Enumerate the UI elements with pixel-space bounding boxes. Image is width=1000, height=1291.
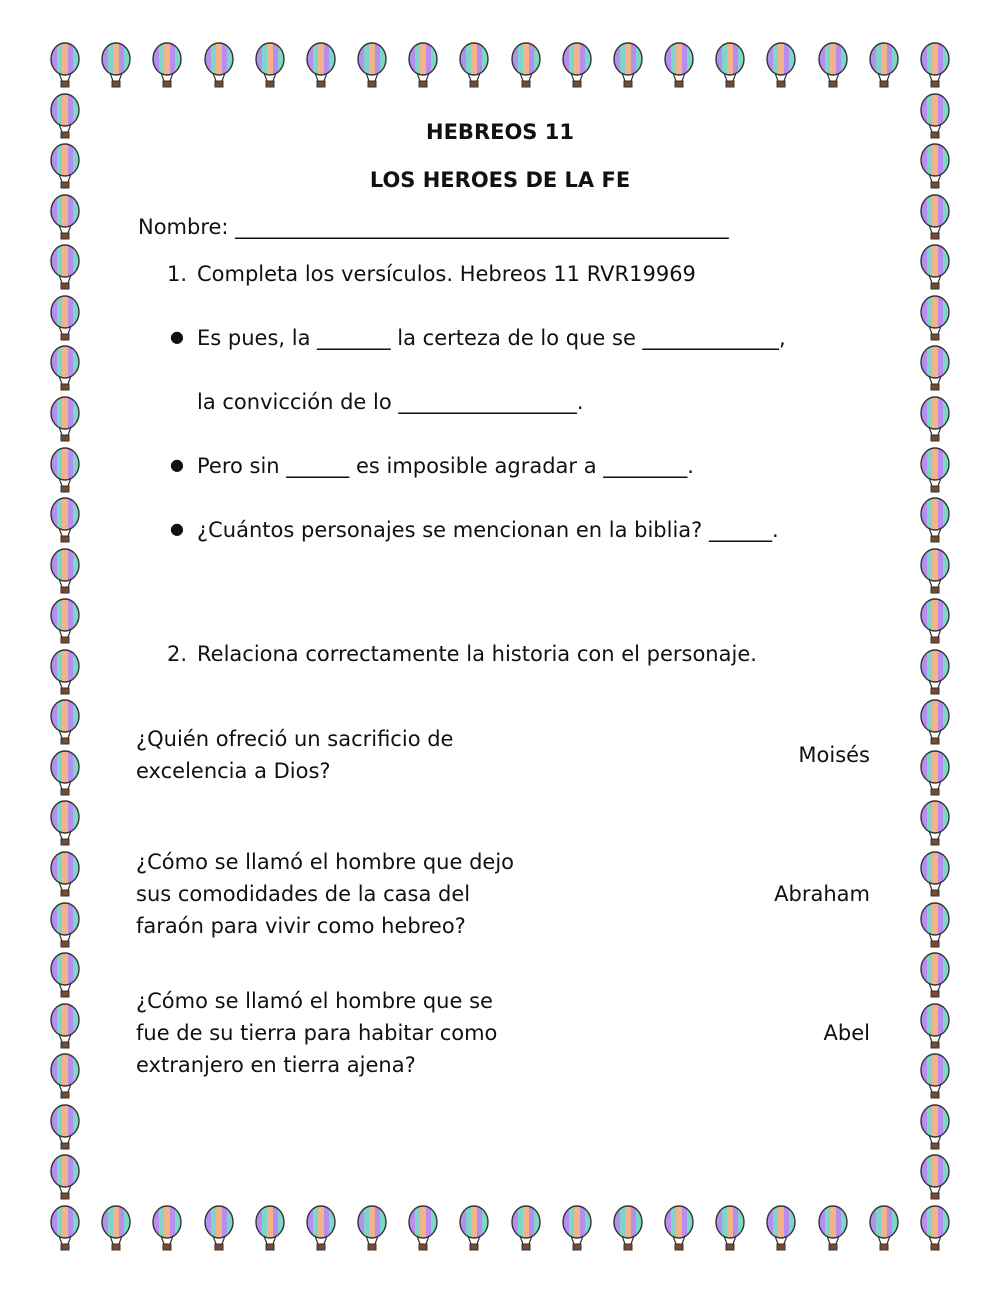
question-1[interactable] [136,723,453,787]
bullet-icon: ● [170,327,184,346]
question-3[interactable] [136,985,497,1081]
question-line: sus comodidades de la casa del [136,882,471,906]
bullet-item[interactable]: ¿Cuántos personajes se mencionan en la biblia? ______. [197,518,779,542]
bullet-icon: ● [170,519,184,538]
section-2-number: 2. [167,642,188,666]
section-1-number: 1. [167,262,188,286]
question-line: ¿Cómo se llamó el hombre que se [136,989,493,1013]
name-field[interactable]: Nombre: _______________________________________________ [138,215,729,239]
bullet-item[interactable]: Pero sin ______ es imposible agradar a ________. [197,454,694,478]
question-line: excelencia a Dios? [136,759,331,783]
bullet-icon: ● [170,455,184,474]
bullet-item-continuation[interactable]: la convicción de lo _________________. [197,390,584,414]
question-line: extranjero en tierra ajena? [136,1053,416,1077]
section-2-heading [167,638,757,670]
page-subtitle: LOS HEROES DE LA FE [369,168,631,192]
answer-option[interactable]: Abraham [774,882,870,906]
answer-option[interactable]: Moisés [798,743,870,767]
question-line: ¿Cómo se llamó el hombre que dejo [136,850,514,874]
question-line: ¿Quién ofreció un sacrificio de [136,727,454,751]
question-2[interactable] [136,846,514,942]
answer-option[interactable]: Abel [823,1021,870,1045]
question-line: faraón para vivir como hebreo? [136,914,466,938]
section-1-heading [167,258,696,290]
page-title: HEBREOS 11 [426,120,574,144]
section-2-text: Relaciona correctamente la historia con el personaje. [197,642,757,666]
bullet-item[interactable]: Es pues, la _______ la certeza de lo que se _____________, [197,326,786,350]
section-1-text: Completa los versículos. Hebreos 11 RVR19969 [197,262,696,286]
question-line: fue de su tierra para habitar como [136,1021,498,1045]
